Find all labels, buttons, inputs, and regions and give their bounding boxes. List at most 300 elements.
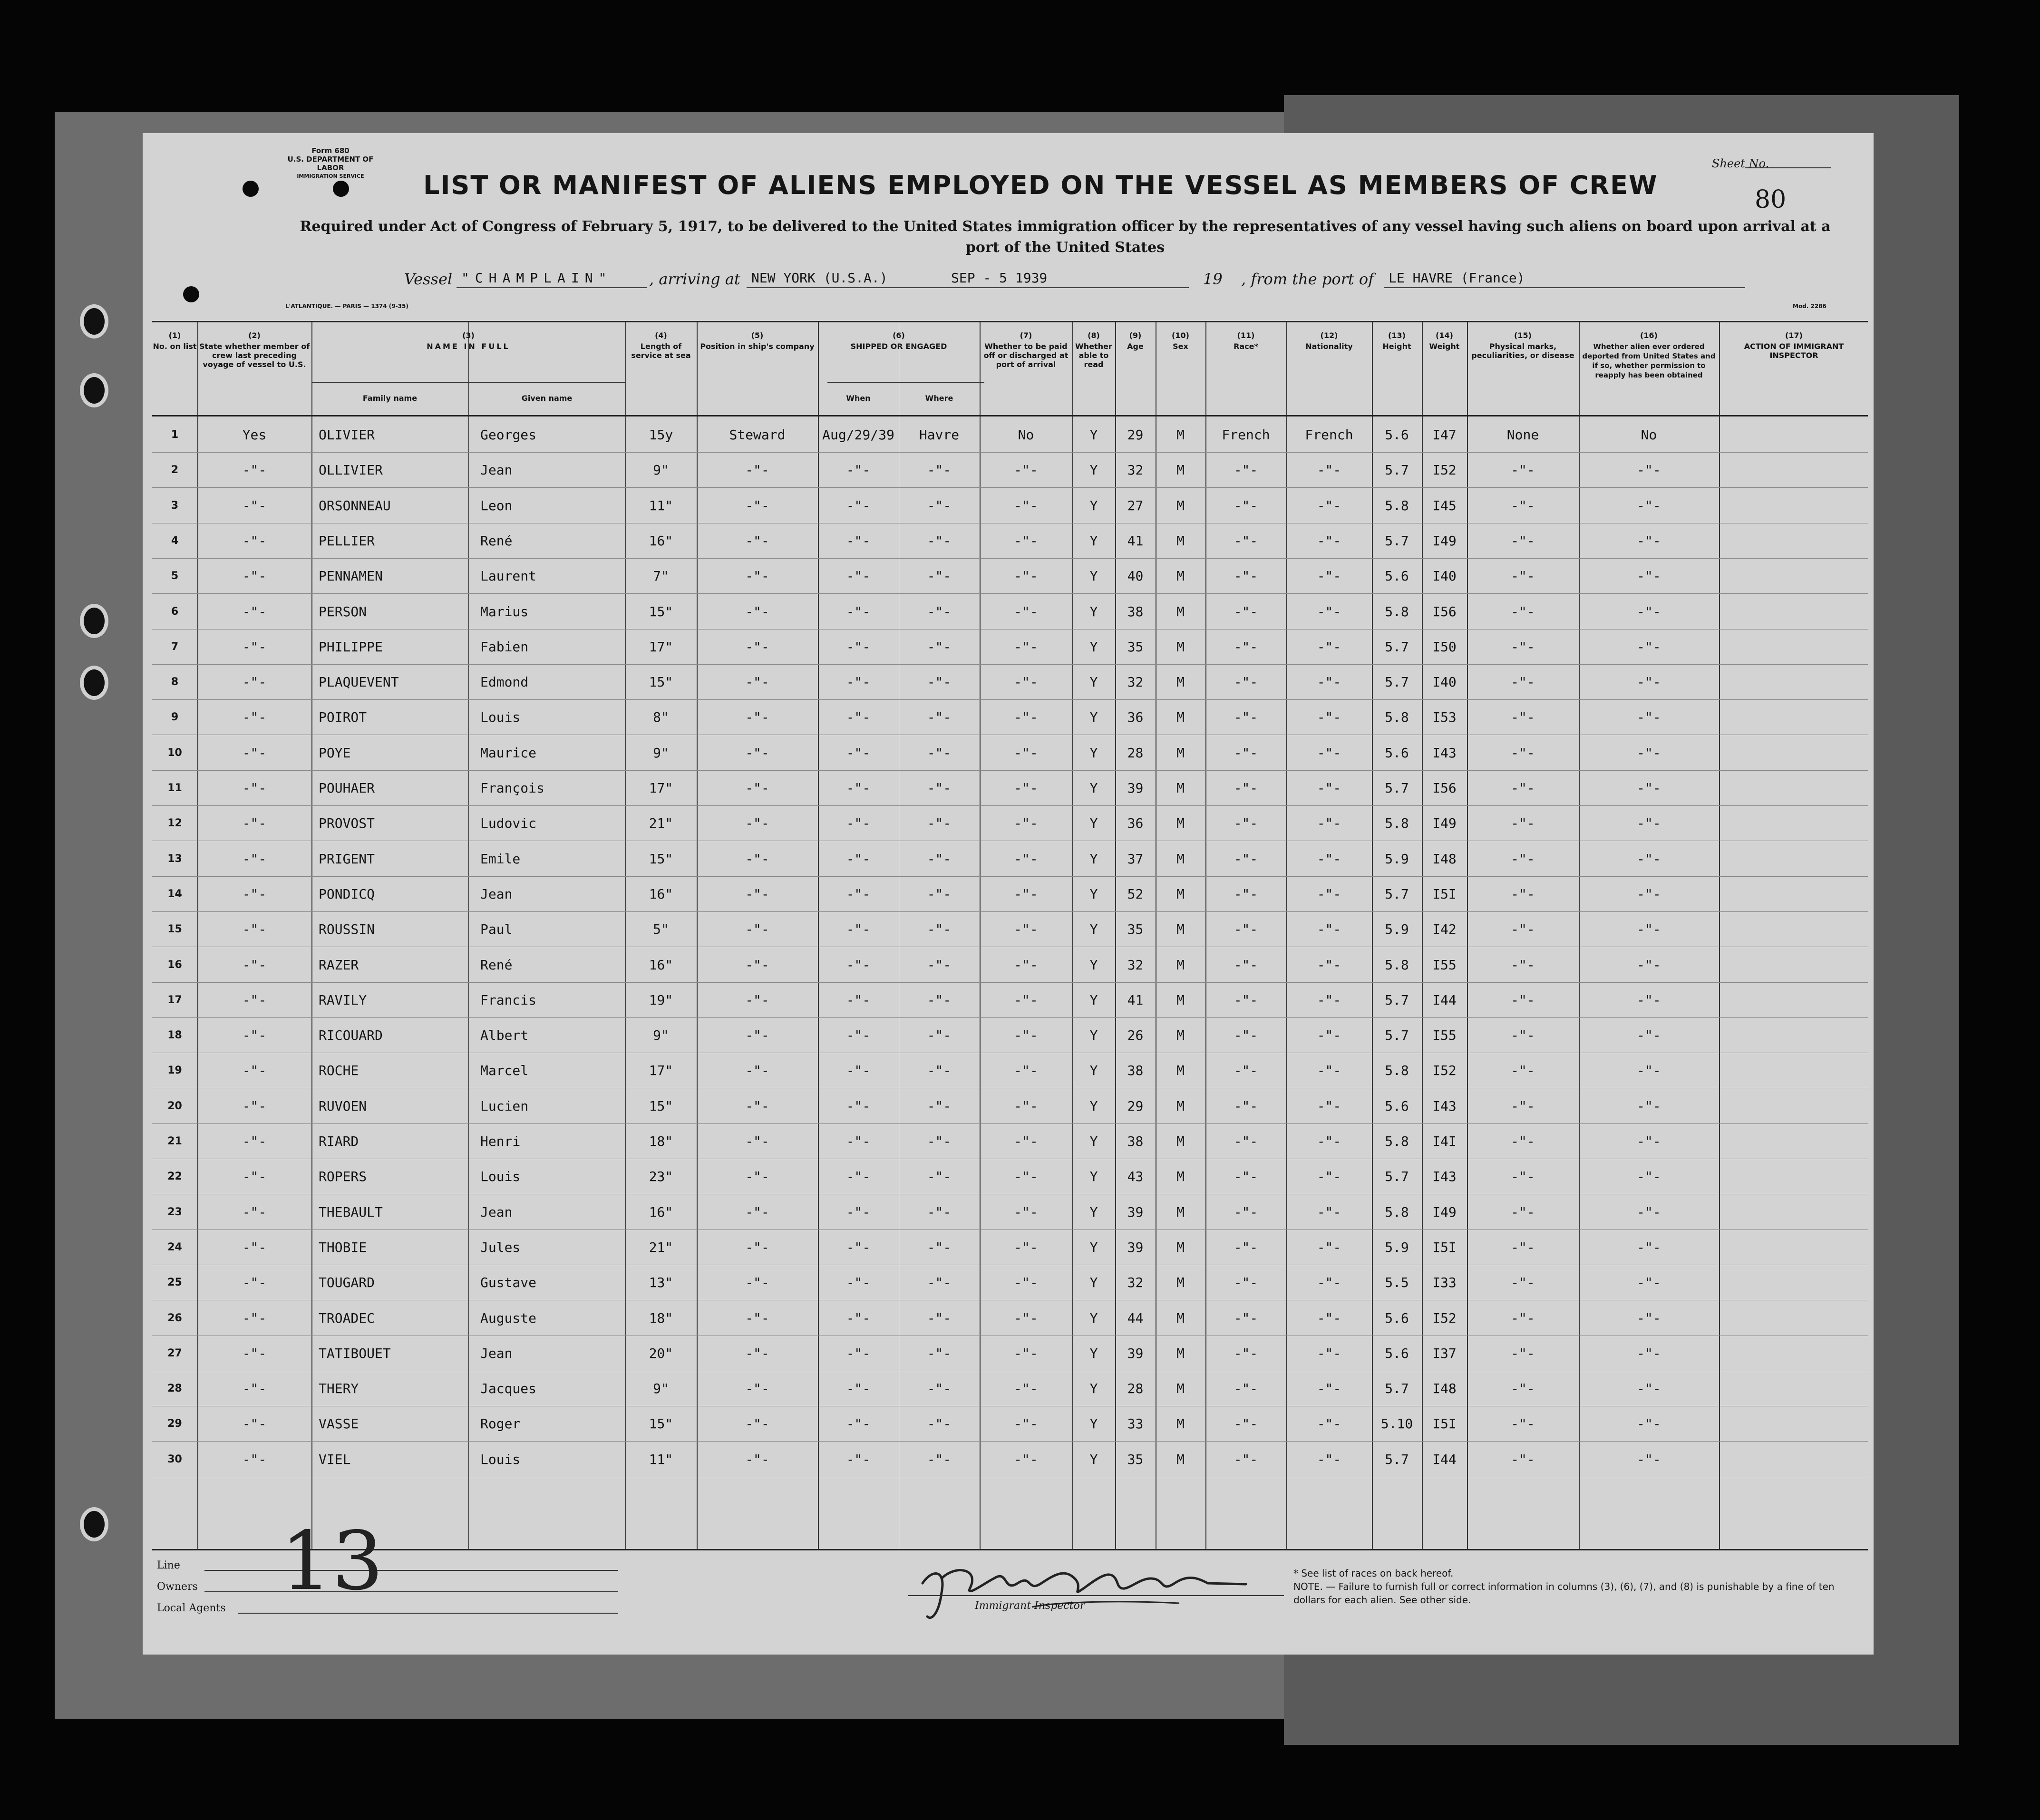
sex-cell: M — [1176, 745, 1185, 761]
height-cell: 5.7 — [1385, 1451, 1409, 1467]
deported-cell: -"- — [1637, 851, 1661, 867]
given-name-cell: Laurent — [480, 568, 537, 584]
height-cell: 5.7 — [1385, 639, 1409, 655]
race-cell: -"- — [1234, 1027, 1258, 1044]
col-header-name — [312, 322, 624, 351]
age-cell: 32 — [1127, 957, 1144, 973]
col-num: (10) — [1172, 331, 1189, 340]
line-number: 19 — [167, 1065, 182, 1077]
punch-hole-icon — [333, 181, 349, 197]
paid-off-cell: -"- — [1014, 1027, 1038, 1044]
col-label: Whether alien ever ordered deported from United States and if so, whether permission to reapply has been obtained — [1582, 342, 1716, 379]
position-cell: -"- — [745, 639, 769, 655]
weight-cell: I53 — [1432, 709, 1457, 726]
nationality-cell: -"- — [1317, 1310, 1341, 1326]
arriving-label: , arriving at — [649, 270, 740, 288]
weight-cell: I44 — [1432, 992, 1457, 1008]
table-row — [152, 877, 1868, 912]
nationality-cell: -"- — [1317, 639, 1341, 655]
given-name-cell: Georges — [480, 427, 537, 443]
shipped-where-cell: -"- — [927, 851, 952, 867]
sex-cell: M — [1176, 497, 1185, 513]
race-cell: -"- — [1234, 1275, 1258, 1291]
col-num: (7) — [1020, 331, 1032, 340]
shipped-where-cell: -"- — [927, 1027, 952, 1044]
table-row — [152, 665, 1868, 700]
able-to-read-cell: Y — [1089, 427, 1098, 443]
table-row — [152, 948, 1868, 983]
col-label: Whether able to read — [1075, 342, 1112, 369]
family-name-cell: ROPERS — [319, 1169, 367, 1185]
weight-cell: I48 — [1432, 851, 1457, 867]
service-cell: 7" — [653, 568, 669, 584]
nationality-cell: -"- — [1317, 1063, 1341, 1079]
service-cell: 17" — [649, 780, 673, 796]
line-number: 4 — [171, 534, 179, 547]
given-name-cell: Albert — [480, 1027, 529, 1044]
height-cell: 5.7 — [1385, 674, 1409, 690]
height-cell: 5.6 — [1385, 1310, 1409, 1326]
age-cell: 43 — [1127, 1169, 1144, 1185]
able-to-read-cell: Y — [1089, 1381, 1098, 1397]
previous-voyage-cell: -"- — [242, 1063, 267, 1079]
binder-ring-icon — [80, 373, 108, 407]
col-label: Sex — [1173, 342, 1188, 351]
sex-cell: M — [1176, 709, 1185, 726]
family-name-cell: PONDICQ — [319, 886, 375, 902]
position-cell: -"- — [745, 780, 769, 796]
punch-hole-icon — [243, 181, 259, 197]
age-cell: 36 — [1127, 815, 1144, 832]
age-cell: 41 — [1127, 532, 1144, 549]
able-to-read-cell: Y — [1089, 1310, 1098, 1326]
height-cell: 5.10 — [1380, 1416, 1413, 1432]
sex-cell: M — [1176, 921, 1185, 938]
physical-marks-cell: -"- — [1511, 1204, 1535, 1220]
deported-cell: -"- — [1637, 886, 1661, 902]
race-cell: -"- — [1234, 1239, 1258, 1255]
deported-cell: -"- — [1637, 603, 1661, 620]
agents-label: Local Agents — [157, 1602, 226, 1614]
col-num: (14) — [1436, 331, 1453, 340]
paid-off-cell: -"- — [1014, 462, 1038, 478]
service-cell: 11" — [649, 1451, 673, 1467]
col-header-service — [626, 322, 696, 360]
shipped-when-cell: -"- — [846, 851, 871, 867]
race-cell: -"- — [1234, 568, 1258, 584]
family-name-cell: RUVOEN — [319, 1098, 367, 1114]
service-cell: 5" — [653, 921, 669, 938]
line-number: 11 — [167, 782, 182, 794]
nationality-cell: -"- — [1317, 921, 1341, 938]
weight-cell: I49 — [1432, 532, 1457, 549]
shipped-when-cell: -"- — [846, 1381, 871, 1397]
age-cell: 36 — [1127, 709, 1144, 726]
shipped-where-cell: -"- — [927, 497, 952, 513]
col-header-race — [1206, 322, 1285, 351]
height-cell: 5.8 — [1385, 603, 1409, 620]
able-to-read-cell: Y — [1089, 886, 1098, 902]
line-number: 16 — [167, 958, 182, 971]
family-name-cell: PERSON — [319, 603, 367, 620]
line-number: 26 — [167, 1312, 182, 1324]
height-cell: 5.8 — [1385, 497, 1409, 513]
col-label: SHIPPED OR ENGAGED — [850, 342, 947, 351]
weight-cell: I55 — [1432, 957, 1457, 973]
nationality-cell: -"- — [1317, 674, 1341, 690]
able-to-read-cell: Y — [1089, 497, 1098, 513]
from-label: , from the port of — [1241, 270, 1374, 288]
given-name-cell: Henri — [480, 1133, 521, 1149]
physical-marks-cell: -"- — [1511, 709, 1535, 726]
given-name-cell: Leon — [480, 497, 513, 513]
height-cell: 5.6 — [1385, 1345, 1409, 1361]
previous-voyage-cell: -"- — [242, 532, 267, 549]
deported-cell: -"- — [1637, 780, 1661, 796]
previous-voyage-cell: -"- — [242, 674, 267, 690]
shipped-when-cell: -"- — [846, 1027, 871, 1044]
family-name-cell: THERY — [319, 1381, 359, 1397]
sex-cell: M — [1176, 1239, 1185, 1255]
paid-off-cell: -"- — [1014, 568, 1038, 584]
age-cell: 28 — [1127, 745, 1144, 761]
line-number: 22 — [167, 1171, 182, 1183]
age-cell: 38 — [1127, 1133, 1144, 1149]
given-name-cell: Marius — [480, 603, 529, 620]
physical-marks-cell: -"- — [1511, 1027, 1535, 1044]
age-cell: 39 — [1127, 1239, 1144, 1255]
deported-cell: -"- — [1637, 532, 1661, 549]
col-header-read — [1073, 322, 1114, 369]
physical-marks-cell: -"- — [1511, 815, 1535, 832]
deported-cell: -"- — [1637, 1451, 1661, 1467]
height-cell: 5.6 — [1385, 568, 1409, 584]
able-to-read-cell: Y — [1089, 1098, 1098, 1114]
service-cell: 19" — [649, 992, 673, 1008]
shipped-where-cell: -"- — [927, 745, 952, 761]
table-row — [152, 1230, 1868, 1265]
sex-cell: M — [1176, 780, 1185, 796]
position-cell: -"- — [745, 957, 769, 973]
shipped-subhead-rule — [827, 382, 984, 383]
height-cell: 5.7 — [1385, 780, 1409, 796]
weight-cell: I49 — [1432, 1204, 1457, 1220]
sex-cell: M — [1176, 1027, 1185, 1044]
deported-cell: -"- — [1637, 1381, 1661, 1397]
race-note: * See list of races on back hereof. — [1293, 1568, 1454, 1579]
race-cell: -"- — [1234, 1169, 1258, 1185]
family-name-cell: RAVILY — [319, 992, 367, 1008]
col-label: Nationality — [1305, 342, 1353, 351]
position-cell: -"- — [745, 1098, 769, 1114]
table-row — [152, 842, 1868, 877]
race-cell: -"- — [1234, 921, 1258, 938]
nationality-cell: -"- — [1317, 957, 1341, 973]
nationality-cell: -"- — [1317, 1169, 1341, 1185]
service-cell: 8" — [653, 709, 669, 726]
line-number: 2 — [171, 464, 179, 476]
service-cell: 9" — [653, 1027, 669, 1044]
family-name-cell: RICOUARD — [319, 1027, 383, 1044]
service-cell: 15" — [649, 1098, 673, 1114]
table-row — [152, 1442, 1868, 1477]
paid-off-cell: -"- — [1014, 1310, 1038, 1326]
able-to-read-cell: Y — [1089, 1204, 1098, 1220]
physical-marks-cell: -"- — [1511, 568, 1535, 584]
deported-cell: -"- — [1637, 639, 1661, 655]
shipped-when-cell: -"- — [846, 603, 871, 620]
nationality-cell: -"- — [1317, 1133, 1341, 1149]
family-name-cell: TROADEC — [319, 1310, 375, 1326]
age-cell: 52 — [1127, 886, 1144, 902]
sex-cell: M — [1176, 1451, 1185, 1467]
family-name-cell: PRIGENT — [319, 851, 375, 867]
given-name-cell: Francis — [480, 992, 537, 1008]
previous-voyage-cell: -"- — [242, 1451, 267, 1467]
deported-cell: No — [1641, 427, 1657, 443]
able-to-read-cell: Y — [1089, 745, 1098, 761]
age-cell: 38 — [1127, 603, 1144, 620]
family-name-cell: ORSONNEAU — [319, 497, 391, 513]
race-cell: -"- — [1234, 1098, 1258, 1114]
paid-off-cell: -"- — [1014, 745, 1038, 761]
weight-cell: I55 — [1432, 1027, 1457, 1044]
col-header-previous-voyage — [198, 322, 311, 369]
able-to-read-cell: Y — [1089, 1169, 1098, 1185]
family-name-cell: THOBIE — [319, 1239, 367, 1255]
col-header-age — [1116, 322, 1155, 351]
col-label: Position in ship's company — [700, 342, 815, 351]
line-number: 6 — [171, 605, 179, 618]
position-cell: -"- — [745, 1239, 769, 1255]
race-cell: -"- — [1234, 1204, 1258, 1220]
weight-cell: I5I — [1432, 1239, 1457, 1255]
position-cell: -"- — [745, 1381, 769, 1397]
nationality-cell: -"- — [1317, 462, 1341, 478]
shipped-when-cell: -"- — [846, 1416, 871, 1432]
family-name-cell: ROUSSIN — [319, 921, 375, 938]
handwritten-sheet-number: 13 — [281, 1514, 384, 1608]
line-number: 5 — [171, 570, 179, 582]
physical-marks-cell: -"- — [1511, 745, 1535, 761]
sheet-underline — [1745, 167, 1831, 168]
table-row — [152, 453, 1868, 488]
race-cell: -"- — [1234, 639, 1258, 655]
previous-voyage-cell: -"- — [242, 639, 267, 655]
col-label: No. on list — [153, 342, 197, 351]
given-name-cell: Lucien — [480, 1098, 529, 1114]
binder-ring-icon — [80, 604, 108, 638]
weight-cell: I56 — [1432, 603, 1457, 620]
race-cell: -"- — [1234, 497, 1258, 513]
deported-cell: -"- — [1637, 745, 1661, 761]
weight-cell: I43 — [1432, 1169, 1457, 1185]
previous-voyage-cell: -"- — [242, 462, 267, 478]
nationality-cell: -"- — [1317, 886, 1341, 902]
family-name-cell: ROCHE — [319, 1063, 359, 1079]
position-cell: -"- — [745, 1204, 769, 1220]
paid-off-cell: -"- — [1014, 1169, 1038, 1185]
vessel-line — [404, 270, 1878, 289]
physical-marks-cell: -"- — [1511, 639, 1535, 655]
col-label: NAME IN FULL — [427, 342, 510, 351]
position-cell: -"- — [745, 992, 769, 1008]
physical-marks-cell: -"- — [1511, 1098, 1535, 1114]
previous-voyage-cell: -"- — [242, 1027, 267, 1044]
race-cell: -"- — [1234, 1310, 1258, 1326]
line-number: 18 — [167, 1029, 182, 1042]
table-row — [152, 1406, 1868, 1442]
weight-cell: I52 — [1432, 1063, 1457, 1079]
sex-cell: M — [1176, 1063, 1185, 1079]
given-name-cell: Roger — [480, 1416, 521, 1432]
sex-cell: M — [1176, 1204, 1185, 1220]
shipped-when-cell: -"- — [846, 1169, 871, 1185]
given-name-cell: Jacques — [480, 1381, 537, 1397]
height-cell: 5.7 — [1385, 992, 1409, 1008]
col-num: (15) — [1514, 331, 1532, 340]
shipped-when-cell: -"- — [846, 1310, 871, 1326]
weight-cell: I5I — [1432, 886, 1457, 902]
punch-hole-icon — [183, 286, 199, 302]
shipped-where-cell: -"- — [927, 1098, 952, 1114]
table-row — [152, 736, 1868, 771]
line-number: 21 — [167, 1135, 182, 1147]
service-cell: 21" — [649, 815, 673, 832]
family-name-cell: POIROT — [319, 709, 367, 726]
col-label: Whether to be paid off or discharged at port of arrival — [983, 342, 1069, 369]
position-cell: -"- — [745, 1345, 769, 1361]
mod-label: Mod. 2286 — [1793, 303, 1826, 310]
position-cell: -"- — [745, 851, 769, 867]
paid-off-cell: No — [1018, 427, 1034, 443]
col-header-no — [152, 322, 197, 351]
family-name-cell: POUHAER — [319, 780, 375, 796]
physical-marks-cell: -"- — [1511, 780, 1535, 796]
shipped-when-cell: -"- — [846, 1275, 871, 1291]
age-cell: 35 — [1127, 639, 1144, 655]
sex-cell: M — [1176, 1345, 1185, 1361]
sex-cell: M — [1176, 427, 1185, 443]
shipped-where-cell: -"- — [927, 532, 952, 549]
physical-marks-cell: -"- — [1511, 462, 1535, 478]
sex-cell: M — [1176, 639, 1185, 655]
age-cell: 29 — [1127, 1098, 1144, 1114]
table-row — [152, 1089, 1868, 1124]
agents-underline — [238, 1613, 618, 1614]
col-header-action — [1720, 322, 1868, 360]
shipped-where-cell: -"- — [927, 639, 952, 655]
sex-cell: M — [1176, 1310, 1185, 1326]
sex-cell: M — [1176, 462, 1185, 478]
position-cell: Steward — [729, 427, 786, 443]
line-number: 29 — [167, 1418, 182, 1430]
paid-off-cell: -"- — [1014, 674, 1038, 690]
physical-marks-cell: -"- — [1511, 1451, 1535, 1467]
family-name-cell: PHILIPPE — [319, 639, 383, 655]
col-num: (3) — [462, 331, 475, 340]
position-cell: -"- — [745, 745, 769, 761]
physical-marks-cell: -"- — [1511, 1063, 1535, 1079]
previous-voyage-cell: -"- — [242, 497, 267, 513]
service-cell: 17" — [649, 1063, 673, 1079]
subhead-when: When — [846, 394, 871, 403]
race-cell: -"- — [1234, 1416, 1258, 1432]
physical-marks-cell: -"- — [1511, 1345, 1535, 1361]
able-to-read-cell: Y — [1089, 992, 1098, 1008]
vessel-underline — [457, 287, 647, 288]
paid-off-cell: -"- — [1014, 1451, 1038, 1467]
col-header-paid-off — [981, 322, 1071, 369]
paid-off-cell: -"- — [1014, 886, 1038, 902]
age-cell: 33 — [1127, 1416, 1144, 1432]
paid-off-cell: -"- — [1014, 1275, 1038, 1291]
weight-cell: I40 — [1432, 568, 1457, 584]
able-to-read-cell: Y — [1089, 957, 1098, 973]
height-cell: 5.8 — [1385, 1063, 1409, 1079]
header-bottom-rule — [152, 415, 1868, 416]
able-to-read-cell: Y — [1089, 780, 1098, 796]
position-cell: -"- — [745, 532, 769, 549]
line-number: 10 — [167, 746, 182, 759]
paid-off-cell: -"- — [1014, 992, 1038, 1008]
family-name-cell: OLLIVIER — [319, 462, 383, 478]
previous-voyage-cell: -"- — [242, 1345, 267, 1361]
line-number: 23 — [167, 1206, 182, 1218]
service-cell: 9" — [653, 1381, 669, 1397]
age-cell: 39 — [1127, 1204, 1144, 1220]
paid-off-cell: -"- — [1014, 1416, 1038, 1432]
nationality-cell: -"- — [1317, 1345, 1341, 1361]
age-cell: 39 — [1127, 780, 1144, 796]
shipped-where-cell: Havre — [919, 427, 960, 443]
able-to-read-cell: Y — [1089, 1133, 1098, 1149]
previous-voyage-cell: Yes — [242, 427, 267, 443]
height-cell: 5.6 — [1385, 745, 1409, 761]
able-to-read-cell: Y — [1089, 1345, 1098, 1361]
nationality-cell: French — [1305, 427, 1353, 443]
race-cell: -"- — [1234, 745, 1258, 761]
height-cell: 5.8 — [1385, 1133, 1409, 1149]
race-cell: -"- — [1234, 532, 1258, 549]
deported-cell: -"- — [1637, 497, 1661, 513]
given-name-cell: Louis — [480, 1451, 521, 1467]
family-name-cell: THEBAULT — [319, 1204, 383, 1220]
deported-cell: -"- — [1637, 921, 1661, 938]
table-row — [152, 523, 1868, 559]
crew-table — [152, 321, 1868, 1550]
sex-cell: M — [1176, 1381, 1185, 1397]
service-cell: 13" — [649, 1275, 673, 1291]
previous-voyage-cell: -"- — [242, 1310, 267, 1326]
height-cell: 5.7 — [1385, 462, 1409, 478]
age-cell: 35 — [1127, 921, 1144, 938]
col-header-sex — [1156, 322, 1205, 351]
height-cell: 5.6 — [1385, 427, 1409, 443]
table-row — [152, 417, 1868, 453]
physical-marks-cell: -"- — [1511, 992, 1535, 1008]
nationality-cell: -"- — [1317, 1381, 1341, 1397]
shipped-where-cell: -"- — [927, 1239, 952, 1255]
deported-cell: -"- — [1637, 957, 1661, 973]
shipped-when-cell: -"- — [846, 462, 871, 478]
given-name-cell: Jean — [480, 1204, 513, 1220]
shipped-where-cell: -"- — [927, 957, 952, 973]
paid-off-cell: -"- — [1014, 603, 1038, 620]
line-number: 25 — [167, 1277, 182, 1289]
col-num: (1) — [168, 331, 181, 340]
given-name-cell: Fabien — [480, 639, 529, 655]
